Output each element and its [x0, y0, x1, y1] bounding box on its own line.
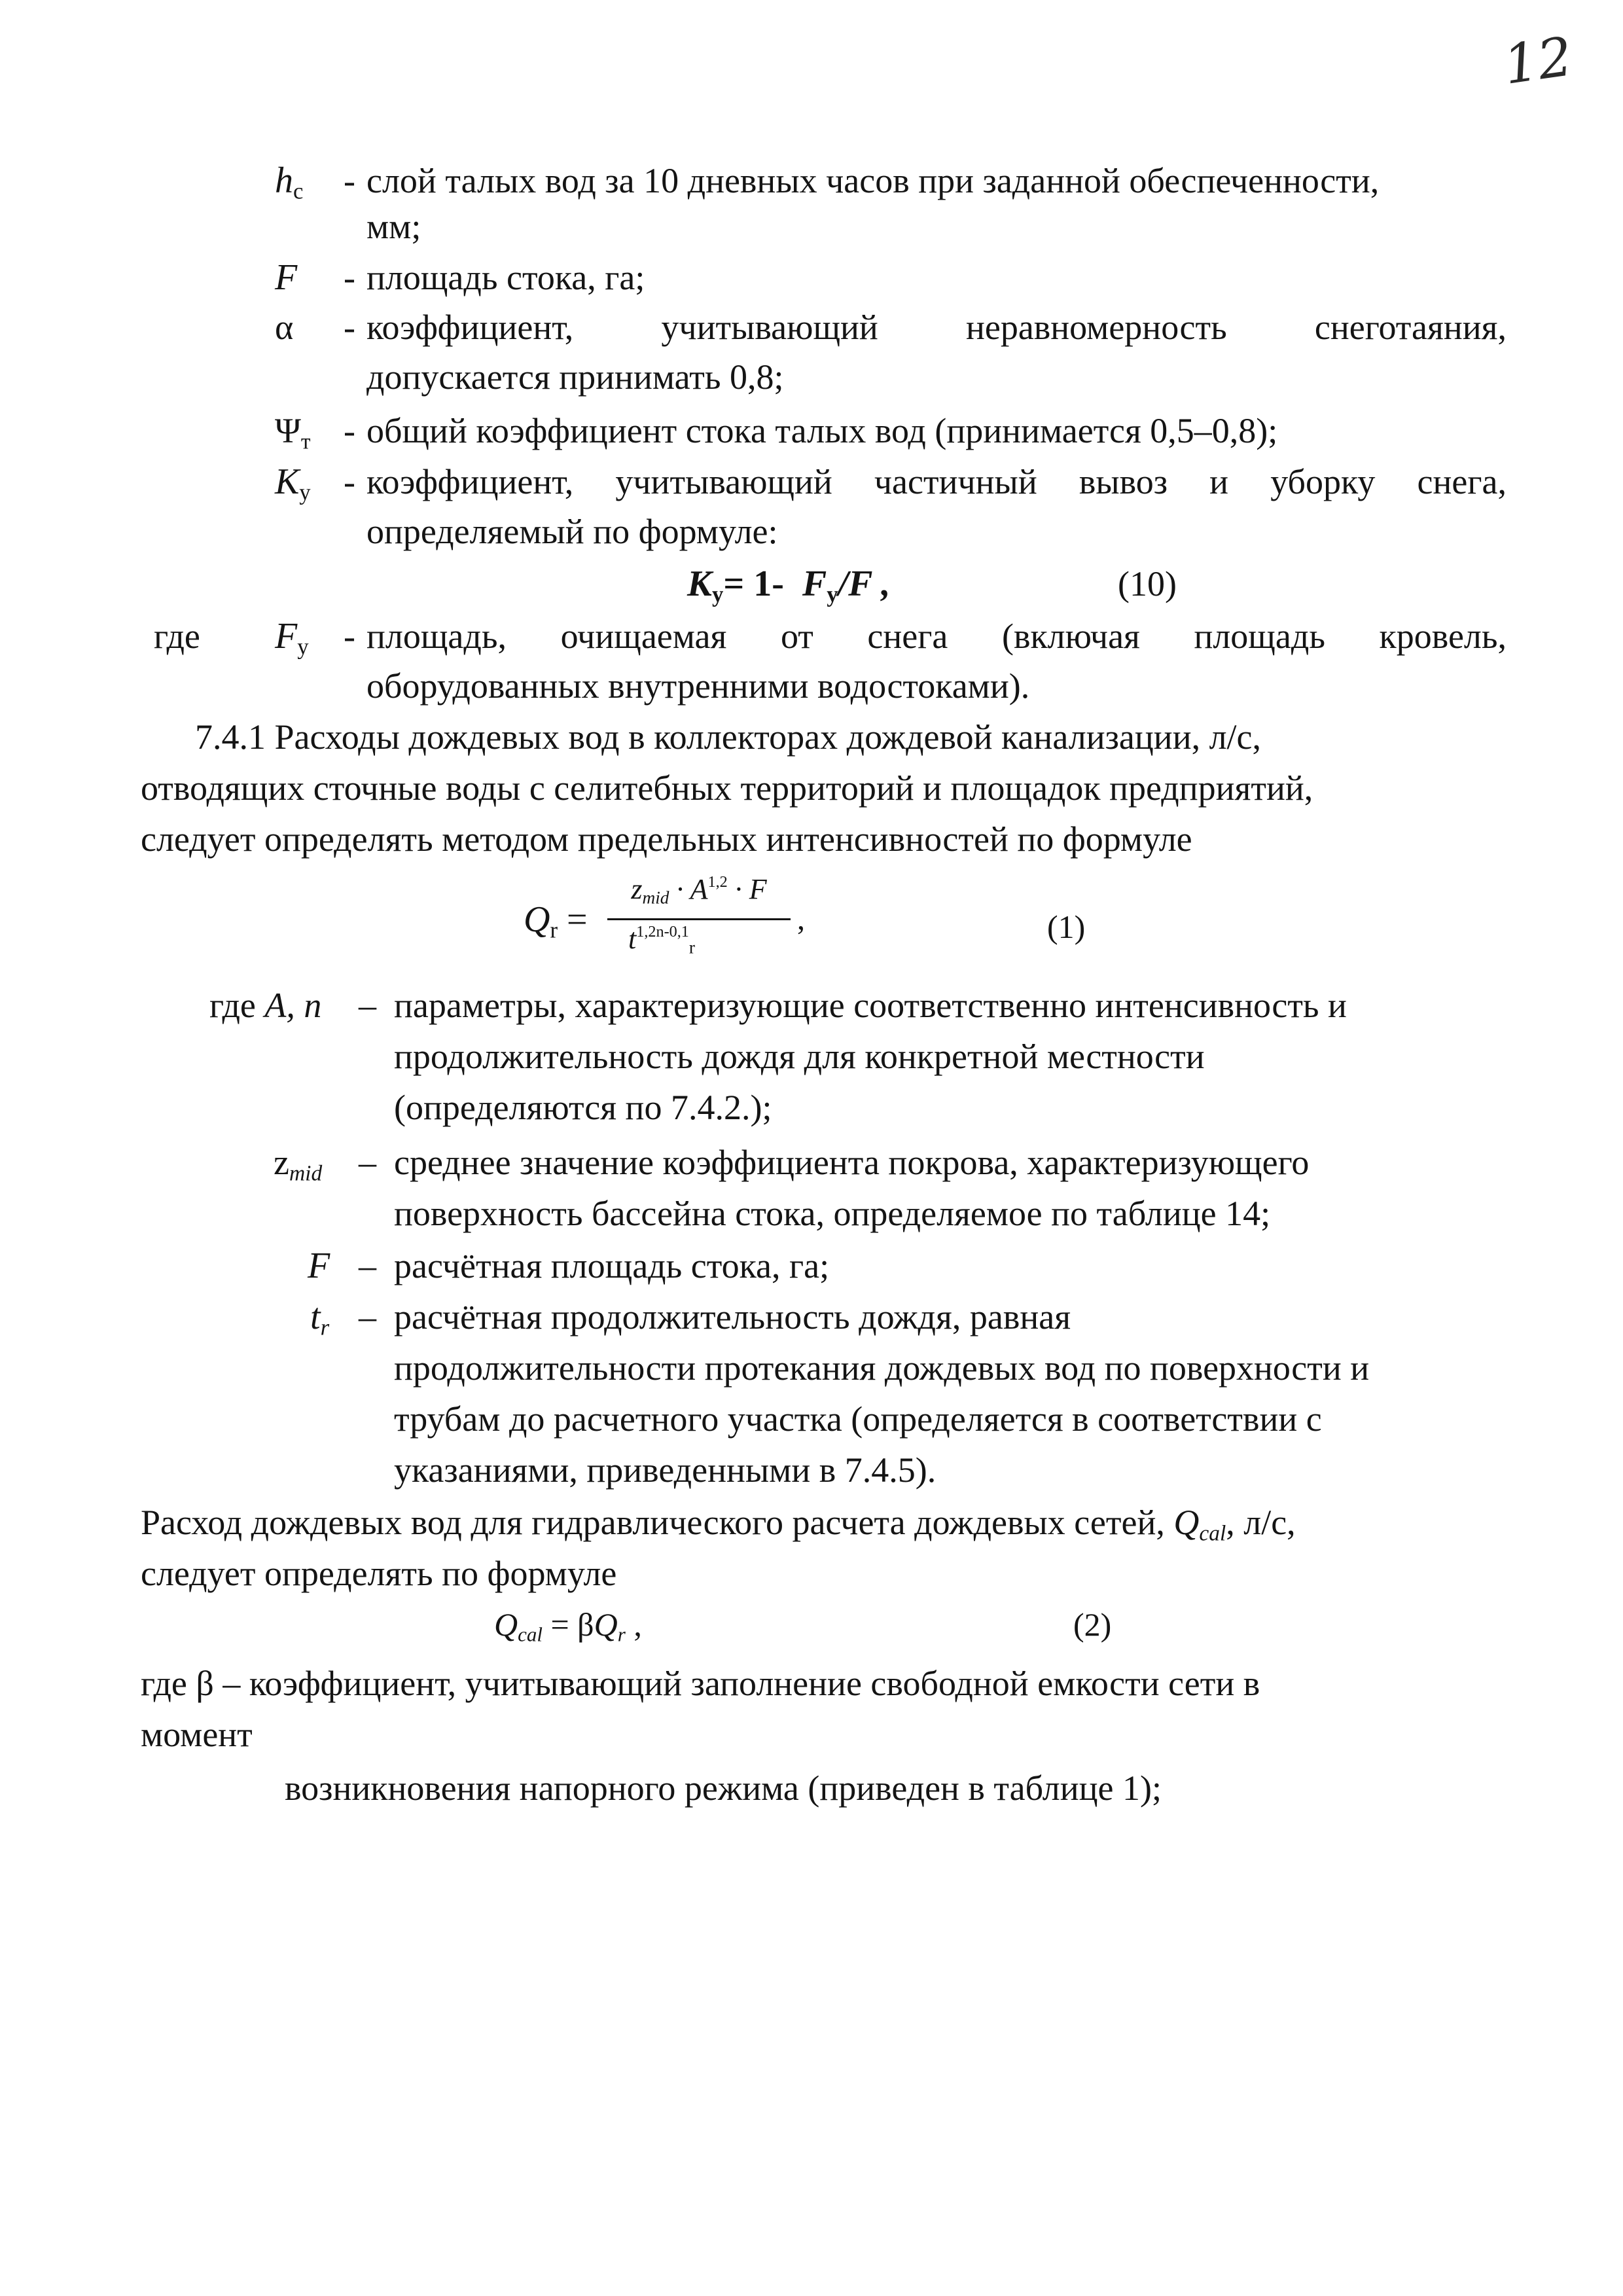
- paragraph-741-line2: отводящих сточные воды с селитебных территорий и площадок предприятий,: [141, 768, 1313, 808]
- where-word: где: [154, 617, 200, 656]
- page-number: 12: [1499, 26, 1577, 97]
- formula-1-number: (1): [1047, 908, 1086, 945]
- symbol-psi: $\Psi_т$: [275, 411, 311, 454]
- definition-An-line3: (определяются по 7.4.2.);: [394, 1088, 772, 1127]
- definition-beta-line1: где β – коэффициент, учитывающий заполнение свободной емкости сети в: [141, 1664, 1260, 1703]
- definition-tr-line3: трубам до расчетного участка (определяется в соответствии с: [394, 1399, 1322, 1439]
- symbol-F: F: [275, 257, 298, 298]
- definition-Fy-line2: оборудованных внутренними водостоками).: [366, 666, 1030, 706]
- formula-2: $Q_{cal} = \beta Q_r$ ,: [494, 1606, 642, 1646]
- definition-F-area: расчётная площадь стока, га;: [394, 1246, 830, 1285]
- paragraph-741-line1: 7.4.1 Расходы дождевых вод в коллекторах дождевой канализации, л/с,: [195, 717, 1262, 757]
- symbol-hc: $h_с$: [275, 160, 304, 204]
- definition-hc-line1: слой талых вод за 10 дневных часов при заданной обеспеченности,: [366, 161, 1380, 200]
- formula-10: $К_у= 1-$ $F_у/F$ ,: [687, 564, 891, 607]
- definition-beta-line2: момент: [141, 1715, 253, 1754]
- paragraph-qcal-line1: Расход дождевых вод для гидравлического расчета дождевых сетей, $Q_{cal}$, л/с,: [141, 1503, 1296, 1546]
- definition-beta-line3: возникновения напорного режима (приведен в таблице 1);: [285, 1768, 1162, 1808]
- dash: -: [344, 462, 355, 501]
- symbol-tr: $t_r$: [310, 1297, 330, 1340]
- definition-Ky-line2: определяемый по формуле:: [366, 512, 778, 551]
- formula-10-number: (10): [1118, 564, 1177, 603]
- formula-1-numerator: $z_{mid} \cdot A^{1,2} \cdot F$: [631, 872, 767, 908]
- symbol-zmid: $z_{mid}$: [274, 1143, 323, 1186]
- definition-tr-line4: указаниями, приведенными в 7.4.5).: [394, 1450, 936, 1490]
- symbol-F-area: F: [308, 1246, 330, 1286]
- dash: –: [359, 986, 376, 1025]
- dash: -: [344, 161, 355, 200]
- definition-Fy-line1: площадь, очищаемая от снега (включая площадь кровель,: [366, 617, 1507, 656]
- definition-zmid-line1: среднее значение коэффициента покрова, характеризующего: [394, 1143, 1310, 1182]
- definition-alpha-line2: допускается принимать 0,8;: [366, 357, 784, 397]
- dash: -: [344, 411, 355, 450]
- dash: –: [359, 1143, 376, 1182]
- formula-1-comma: ,: [797, 902, 805, 937]
- symbol-alpha: α: [275, 308, 294, 347]
- dash: -: [344, 617, 355, 656]
- definition-Ky-line1: коэффициент, учитывающий частичный вывоз и уборку снега,: [366, 462, 1507, 501]
- definition-An-line1: параметры, характеризующие соответственно интенсивность и: [394, 986, 1347, 1025]
- where-An: где A, n: [209, 986, 322, 1025]
- definition-alpha-line1: коэффициент, учитывающий неравномерность снеготаяния,: [366, 308, 1507, 347]
- definition-tr-line1: расчётная продолжительность дождя, равная: [394, 1297, 1071, 1336]
- definition-tr-line2: продолжительности протекания дождевых вод по поверхности и: [394, 1348, 1370, 1388]
- fraction-bar: [607, 918, 791, 920]
- dash: -: [344, 258, 355, 297]
- formula-2-number: (2): [1073, 1606, 1112, 1643]
- dash: –: [359, 1246, 376, 1285]
- formula-1: [524, 867, 916, 972]
- definition-F: площадь стока, га;: [366, 258, 645, 297]
- dash: -: [344, 308, 355, 347]
- definition-hc-line2: мм;: [366, 207, 421, 246]
- definition-An-line2: продолжительность дождя для конкретной местности: [394, 1037, 1205, 1076]
- definition-psi: общий коэффициент стока талых вод (принимается 0,5–0,8);: [366, 411, 1278, 450]
- symbol-Fy: $F_у$: [275, 616, 309, 660]
- dash: –: [359, 1297, 376, 1336]
- formula-1-denominator: $t^{1,2n-0,1}_r$: [628, 922, 695, 958]
- formula-1-lhs: $Q_r$ =: [524, 899, 588, 943]
- symbol-Ky: $К_у$: [275, 461, 311, 505]
- paragraph-qcal-line2: следует определять по формуле: [141, 1554, 617, 1593]
- paragraph-741-line3: следует определять методом предельных интенсивностей по формуле: [141, 819, 1192, 859]
- definition-zmid-line2: поверхность бассейна стока, определяемое по таблице 14;: [394, 1194, 1271, 1233]
